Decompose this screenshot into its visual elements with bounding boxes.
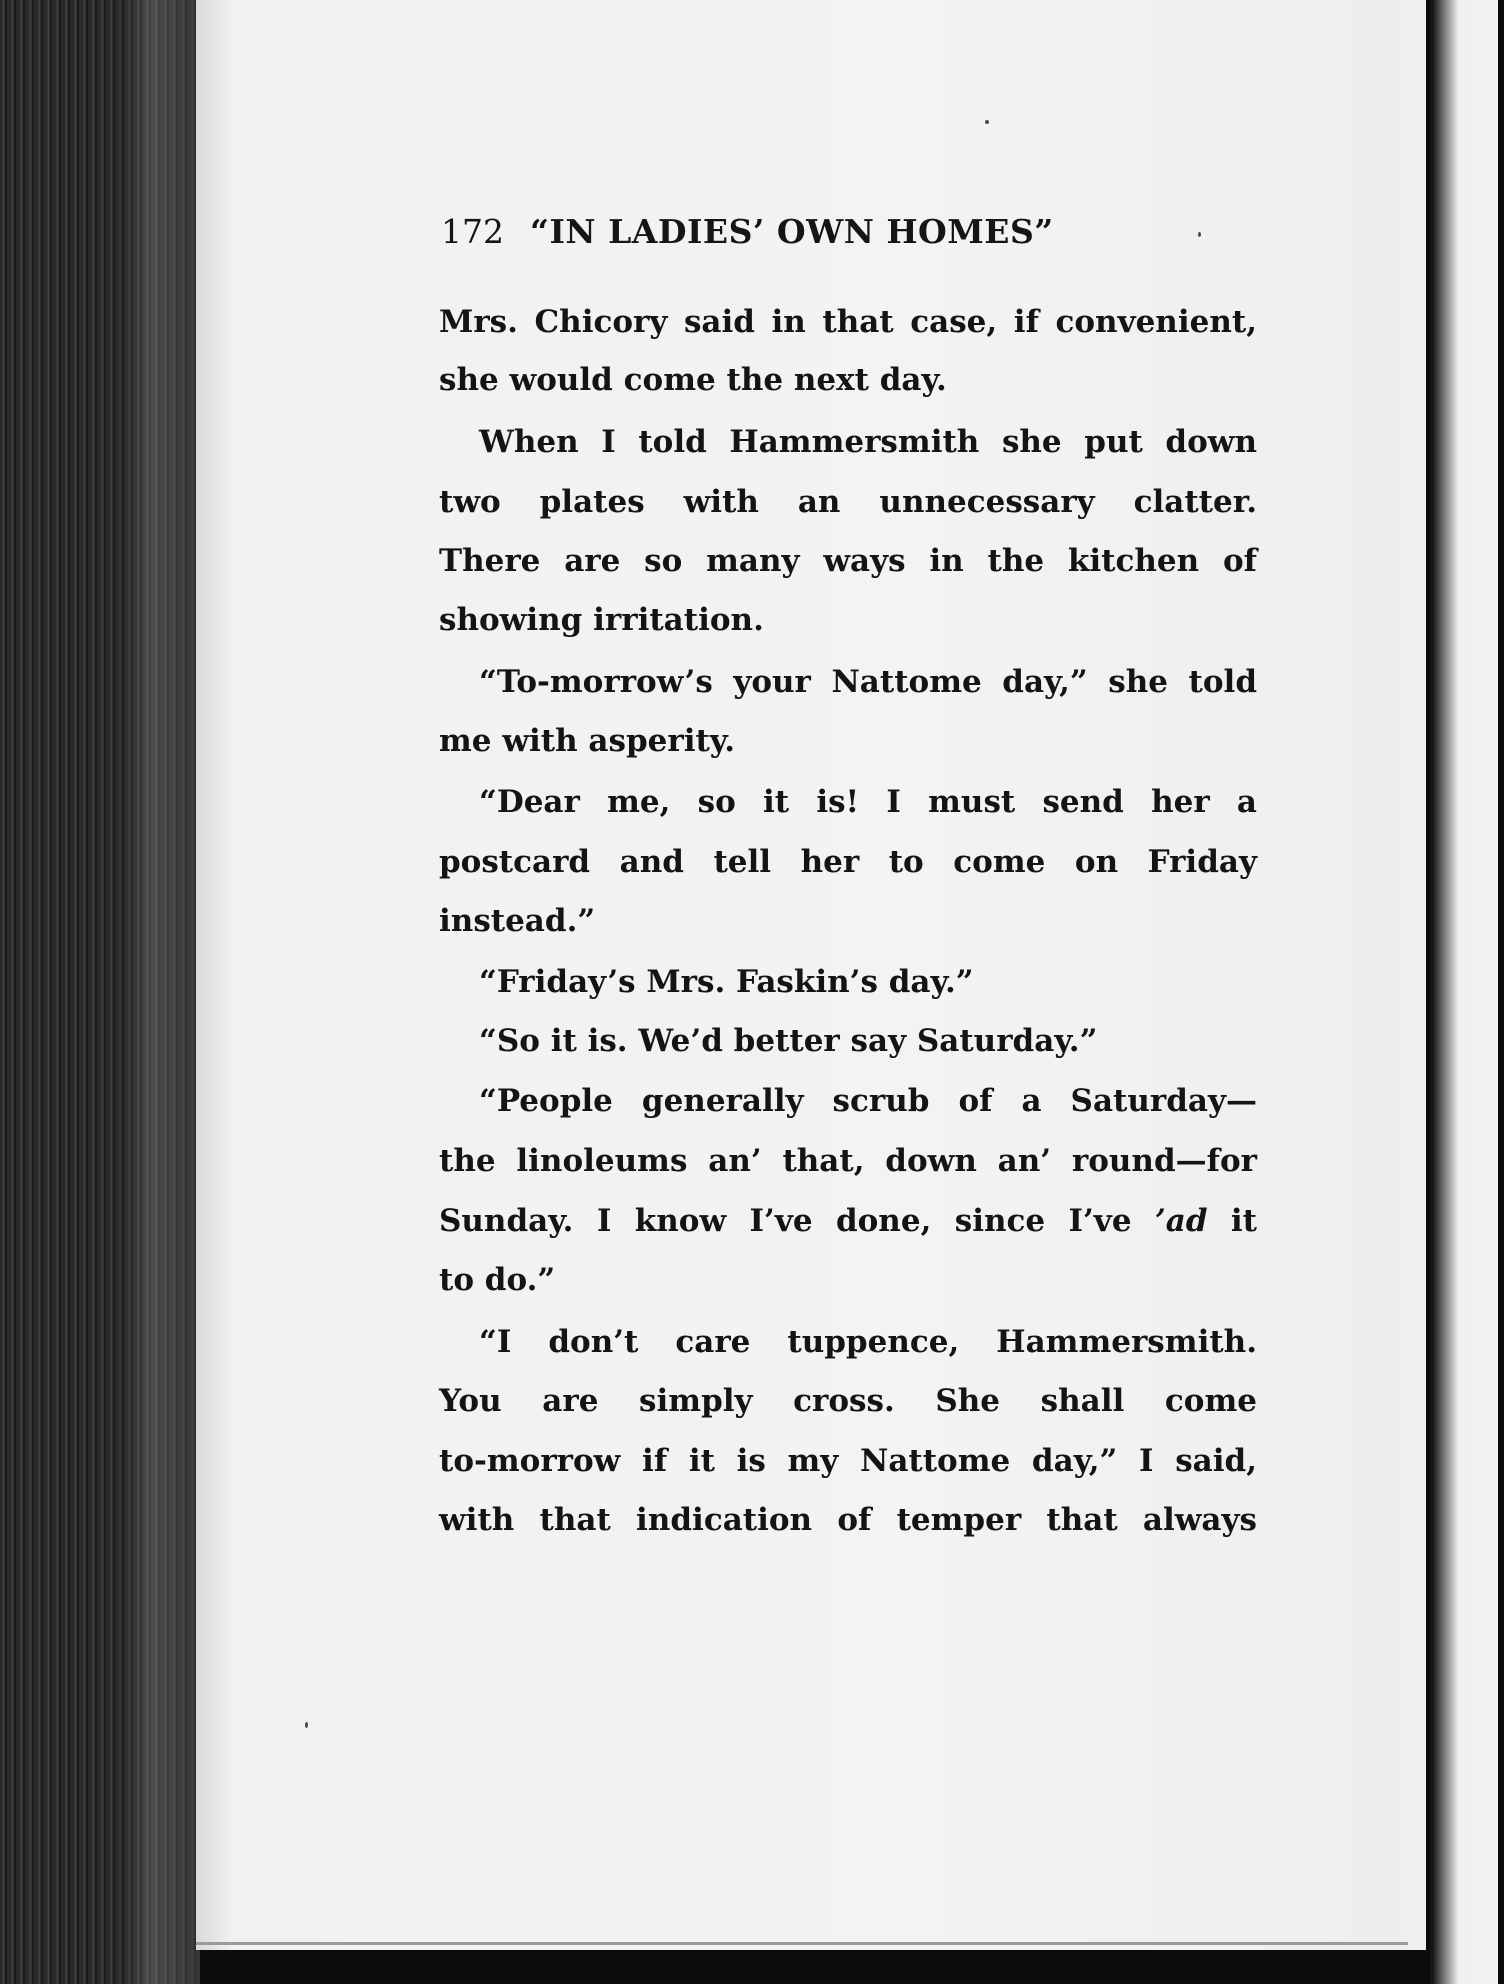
text-line: me with asperity.	[439, 723, 736, 759]
page-number: 172	[441, 212, 504, 251]
book-page-edges	[0, 0, 200, 1984]
dust-speck	[985, 120, 989, 124]
text-line: “People generally scrub of a Saturday—	[479, 1083, 1257, 1119]
text-line: “To-morrow’s your Nattome day,” she told	[479, 664, 1257, 700]
text-line: the linoleums an’ that, down an’ round—for	[439, 1143, 1257, 1179]
text-line: When I told Hammersmith she put down	[479, 424, 1257, 460]
text-line: “I don’t care tuppence, Hammersmith.	[479, 1324, 1257, 1360]
gutter-line	[1430, 0, 1433, 1984]
text-line: instead.”	[439, 903, 596, 939]
text-line: You are simply cross. She shall come	[439, 1383, 1257, 1419]
text-line: two plates with an unnecessary clatter.	[439, 484, 1257, 520]
text-line-with-italic	[439, 1191, 1257, 1251]
dust-speck	[305, 1722, 308, 1728]
italic-word: ’ad	[1154, 1203, 1208, 1239]
text-line: “Friday’s Mrs. Faskin’s day.”	[479, 964, 974, 1000]
text-line: to do.”	[439, 1262, 556, 1298]
running-head	[441, 212, 1261, 260]
page-bottom-edge	[196, 1942, 1408, 1945]
text-line-start: Sunday. I know I’ve done, since I’ve	[439, 1203, 1155, 1239]
text-line: postcard and tell her to come on Friday	[439, 844, 1257, 880]
text-line: “Dear me, so it is! I must send her a	[479, 784, 1257, 820]
page-right-margin	[1406, 0, 1426, 1950]
text-line-end: it	[1207, 1203, 1257, 1239]
text-line: “So it is. We’d better say Saturday.”	[479, 1023, 1098, 1059]
running-title: “IN LADIES’ OWN HOMES”	[530, 212, 1054, 251]
text-line: with that indication of temper that always	[439, 1502, 1257, 1538]
text-line: she would come the next day.	[439, 362, 947, 398]
text-line: There are so many ways in the kitchen of	[439, 543, 1257, 579]
text-line: Mrs. Chicory said in that case, if convenient,	[439, 304, 1257, 340]
facing-page-edge	[1426, 0, 1504, 1984]
text-line: showing irritation.	[439, 602, 764, 638]
text-line: to-morrow if it is my Nattome day,” I said,	[439, 1443, 1257, 1479]
